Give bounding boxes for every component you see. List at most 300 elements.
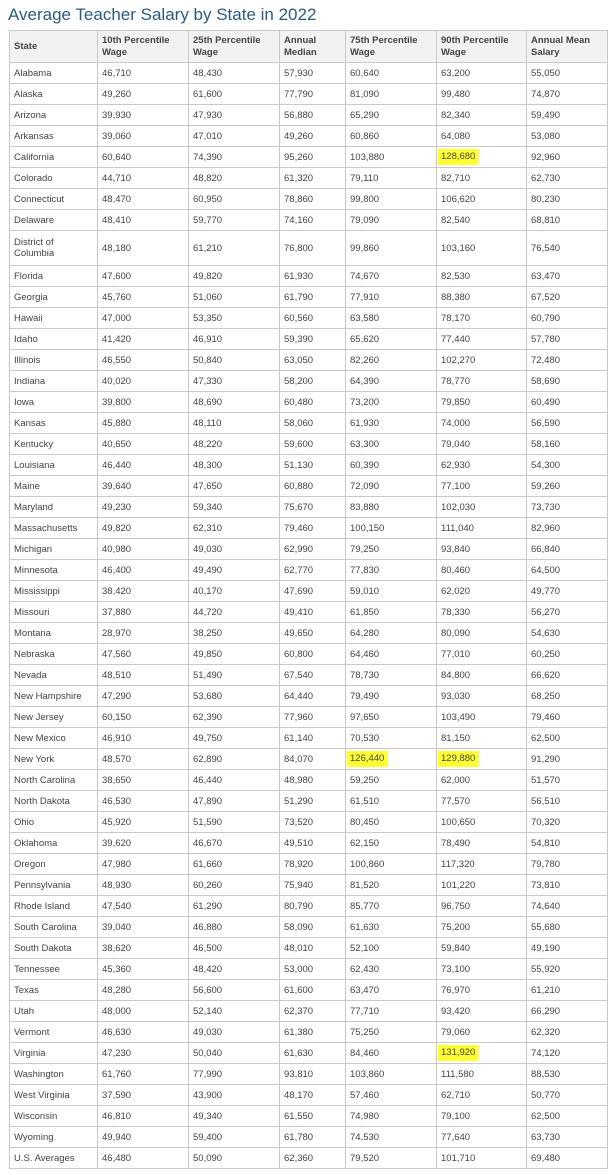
cell-annual-median: 62,360 bbox=[280, 1148, 346, 1169]
cell-90th-percentile: 82,540 bbox=[437, 210, 527, 231]
cell-90th-percentile: 82,530 bbox=[437, 266, 527, 287]
cell-25th-percentile: 50,090 bbox=[189, 1148, 280, 1169]
table-row bbox=[10, 518, 608, 539]
cell-annual-mean: 58,690 bbox=[527, 371, 608, 392]
cell-25th-percentile: 46,910 bbox=[189, 329, 280, 350]
cell-10th-percentile: 45,760 bbox=[98, 287, 189, 308]
table-row bbox=[10, 84, 608, 105]
table-row bbox=[10, 644, 608, 665]
cell-25th-percentile: 40,170 bbox=[189, 581, 280, 602]
table-row bbox=[10, 1085, 608, 1106]
cell-25th-percentile: 53,350 bbox=[189, 308, 280, 329]
cell-75th-percentile: 72,090 bbox=[346, 476, 437, 497]
table-row bbox=[10, 266, 608, 287]
cell-90th-percentile: 84,800 bbox=[437, 665, 527, 686]
cell-90th-percentile: 79,100 bbox=[437, 1106, 527, 1127]
cell-annual-mean: 70,320 bbox=[527, 812, 608, 833]
header-row bbox=[10, 31, 608, 63]
cell-annual-median: 47,690 bbox=[280, 581, 346, 602]
cell-annual-median: 58,090 bbox=[280, 917, 346, 938]
table-row bbox=[10, 231, 608, 266]
cell-10th-percentile: 47,230 bbox=[98, 1043, 189, 1064]
cell-75th-percentile: 77,830 bbox=[346, 560, 437, 581]
cell-75th-percentile: 60,390 bbox=[346, 455, 437, 476]
table-row bbox=[10, 308, 608, 329]
cell-25th-percentile: 43,900 bbox=[189, 1085, 280, 1106]
cell-10th-percentile: 48,470 bbox=[98, 189, 189, 210]
cell-state: Hawaii bbox=[10, 308, 98, 329]
table-row bbox=[10, 1001, 608, 1022]
cell-state: Florida bbox=[10, 266, 98, 287]
cell-10th-percentile: 47,000 bbox=[98, 308, 189, 329]
cell-25th-percentile: 49,030 bbox=[189, 539, 280, 560]
cell-25th-percentile: 59,340 bbox=[189, 497, 280, 518]
table-row bbox=[10, 392, 608, 413]
cell-state: Alabama bbox=[10, 63, 98, 84]
cell-25th-percentile: 48,220 bbox=[189, 434, 280, 455]
cell-25th-percentile: 50,840 bbox=[189, 350, 280, 371]
cell-25th-percentile: 62,390 bbox=[189, 707, 280, 728]
cell-75th-percentile: 64,280 bbox=[346, 623, 437, 644]
cell-25th-percentile: 61,290 bbox=[189, 896, 280, 917]
cell-10th-percentile: 48,510 bbox=[98, 665, 189, 686]
cell-annual-median: 61,930 bbox=[280, 266, 346, 287]
cell-75th-percentile: 103,860 bbox=[346, 1064, 437, 1085]
table-row bbox=[10, 1043, 608, 1064]
cell-10th-percentile: 46,440 bbox=[98, 455, 189, 476]
cell-90th-percentile: 77,570 bbox=[437, 791, 527, 812]
cell-10th-percentile: 46,480 bbox=[98, 1148, 189, 1169]
cell-annual-mean: 49,770 bbox=[527, 581, 608, 602]
cell-annual-median: 61,600 bbox=[280, 980, 346, 1001]
cell-annual-mean: 80,230 bbox=[527, 189, 608, 210]
cell-10th-percentile: 37,590 bbox=[98, 1085, 189, 1106]
cell-75th-percentile: 60,860 bbox=[346, 126, 437, 147]
cell-10th-percentile: 39,060 bbox=[98, 126, 189, 147]
cell-10th-percentile: 49,230 bbox=[98, 497, 189, 518]
cell-state: Iowa bbox=[10, 392, 98, 413]
table-row bbox=[10, 686, 608, 707]
table-header bbox=[10, 31, 608, 63]
cell-annual-mean: 58,160 bbox=[527, 434, 608, 455]
cell-state: Georgia bbox=[10, 287, 98, 308]
cell-90th-percentile: 62,020 bbox=[437, 581, 527, 602]
cell-75th-percentile: 85,770 bbox=[346, 896, 437, 917]
cell-75th-percentile: 77,710 bbox=[346, 1001, 437, 1022]
table-row bbox=[10, 896, 608, 917]
cell-state: Illinois bbox=[10, 350, 98, 371]
cell-state: Oregon bbox=[10, 854, 98, 875]
cell-state: New Hampshire bbox=[10, 686, 98, 707]
cell-90th-percentile: 76,970 bbox=[437, 980, 527, 1001]
salary-table bbox=[9, 30, 608, 1169]
table-row bbox=[10, 434, 608, 455]
cell-10th-percentile: 39,620 bbox=[98, 833, 189, 854]
cell-annual-mean: 55,680 bbox=[527, 917, 608, 938]
cell-90th-percentile: 88,380 bbox=[437, 287, 527, 308]
cell-10th-percentile: 47,600 bbox=[98, 266, 189, 287]
highlighted-value: 129,880 bbox=[438, 751, 479, 767]
cell-annual-median: 62,990 bbox=[280, 539, 346, 560]
cell-25th-percentile: 50,040 bbox=[189, 1043, 280, 1064]
cell-annual-median: 60,880 bbox=[280, 476, 346, 497]
cell-90th-percentile: 100,650 bbox=[437, 812, 527, 833]
cell-25th-percentile: 47,650 bbox=[189, 476, 280, 497]
cell-25th-percentile: 49,750 bbox=[189, 728, 280, 749]
cell-10th-percentile: 38,620 bbox=[98, 938, 189, 959]
cell-state: Arizona bbox=[10, 105, 98, 126]
cell-annual-median: 49,260 bbox=[280, 126, 346, 147]
table-row bbox=[10, 623, 608, 644]
cell-75th-percentile bbox=[346, 749, 437, 770]
cell-25th-percentile: 38,250 bbox=[189, 623, 280, 644]
cell-annual-mean: 79,780 bbox=[527, 854, 608, 875]
cell-75th-percentile: 73,200 bbox=[346, 392, 437, 413]
cell-annual-mean: 61,210 bbox=[527, 980, 608, 1001]
cell-90th-percentile: 78,330 bbox=[437, 602, 527, 623]
cell-90th-percentile: 80,460 bbox=[437, 560, 527, 581]
cell-25th-percentile: 46,670 bbox=[189, 833, 280, 854]
cell-75th-percentile: 81,090 bbox=[346, 84, 437, 105]
cell-annual-median: 53,000 bbox=[280, 959, 346, 980]
cell-10th-percentile: 40,650 bbox=[98, 434, 189, 455]
table-row bbox=[10, 980, 608, 1001]
cell-25th-percentile: 61,210 bbox=[189, 231, 280, 266]
cell-10th-percentile: 47,540 bbox=[98, 896, 189, 917]
cell-state: Colorado bbox=[10, 168, 98, 189]
cell-10th-percentile: 60,150 bbox=[98, 707, 189, 728]
cell-state: Ohio bbox=[10, 812, 98, 833]
cell-90th-percentile: 82,340 bbox=[437, 105, 527, 126]
cell-90th-percentile: 106,620 bbox=[437, 189, 527, 210]
cell-75th-percentile: 79,490 bbox=[346, 686, 437, 707]
cell-annual-mean: 66,620 bbox=[527, 665, 608, 686]
cell-annual-median: 95,260 bbox=[280, 147, 346, 168]
cell-10th-percentile: 28,970 bbox=[98, 623, 189, 644]
cell-90th-percentile: 93,420 bbox=[437, 1001, 527, 1022]
cell-75th-percentile: 100,150 bbox=[346, 518, 437, 539]
cell-75th-percentile: 103,880 bbox=[346, 147, 437, 168]
table-row bbox=[10, 455, 608, 476]
cell-annual-mean: 91,290 bbox=[527, 749, 608, 770]
cell-25th-percentile: 49,820 bbox=[189, 266, 280, 287]
cell-state: Tennessee bbox=[10, 959, 98, 980]
cell-annual-median: 80,790 bbox=[280, 896, 346, 917]
cell-state: Indiana bbox=[10, 371, 98, 392]
table-row bbox=[10, 665, 608, 686]
cell-state: Missouri bbox=[10, 602, 98, 623]
cell-state: Virginia bbox=[10, 1043, 98, 1064]
cell-75th-percentile: 84,460 bbox=[346, 1043, 437, 1064]
table-row bbox=[10, 147, 608, 168]
cell-annual-median: 48,010 bbox=[280, 938, 346, 959]
cell-state: Arkansas bbox=[10, 126, 98, 147]
cell-25th-percentile: 62,890 bbox=[189, 749, 280, 770]
cell-75th-percentile: 79,090 bbox=[346, 210, 437, 231]
cell-25th-percentile: 49,340 bbox=[189, 1106, 280, 1127]
cell-25th-percentile: 48,420 bbox=[189, 959, 280, 980]
cell-annual-median: 61,780 bbox=[280, 1127, 346, 1148]
cell-state: South Dakota bbox=[10, 938, 98, 959]
cell-90th-percentile bbox=[437, 749, 527, 770]
table-row bbox=[10, 560, 608, 581]
cell-90th-percentile: 103,160 bbox=[437, 231, 527, 266]
cell-state: Utah bbox=[10, 1001, 98, 1022]
table-row bbox=[10, 1106, 608, 1127]
cell-90th-percentile: 93,030 bbox=[437, 686, 527, 707]
cell-annual-median: 76,800 bbox=[280, 231, 346, 266]
cell-75th-percentile: 59,250 bbox=[346, 770, 437, 791]
cell-annual-mean: 92,960 bbox=[527, 147, 608, 168]
cell-90th-percentile: 78,170 bbox=[437, 308, 527, 329]
cell-annual-mean: 73,730 bbox=[527, 497, 608, 518]
cell-90th-percentile: 59,840 bbox=[437, 938, 527, 959]
table-row bbox=[10, 497, 608, 518]
cell-annual-mean: 62,320 bbox=[527, 1022, 608, 1043]
table-row bbox=[10, 791, 608, 812]
cell-90th-percentile: 102,030 bbox=[437, 497, 527, 518]
cell-75th-percentile: 65,290 bbox=[346, 105, 437, 126]
cell-annual-median: 48,980 bbox=[280, 770, 346, 791]
column-header-25th-percentile: 25th Percentile Wage bbox=[189, 31, 280, 63]
cell-75th-percentile: 63,300 bbox=[346, 434, 437, 455]
cell-10th-percentile: 46,710 bbox=[98, 63, 189, 84]
cell-90th-percentile: 99,480 bbox=[437, 84, 527, 105]
cell-10th-percentile: 48,930 bbox=[98, 875, 189, 896]
cell-90th-percentile: 80,090 bbox=[437, 623, 527, 644]
cell-annual-mean: 66,840 bbox=[527, 539, 608, 560]
cell-state: North Carolina bbox=[10, 770, 98, 791]
cell-90th-percentile: 79,060 bbox=[437, 1022, 527, 1043]
cell-state: North Dakota bbox=[10, 791, 98, 812]
cell-annual-mean: 59,490 bbox=[527, 105, 608, 126]
cell-state: Nebraska bbox=[10, 644, 98, 665]
cell-state: Maryland bbox=[10, 497, 98, 518]
cell-25th-percentile: 61,660 bbox=[189, 854, 280, 875]
cell-annual-median: 74,160 bbox=[280, 210, 346, 231]
cell-annual-mean: 56,270 bbox=[527, 602, 608, 623]
table-row bbox=[10, 749, 608, 770]
cell-25th-percentile: 61,600 bbox=[189, 84, 280, 105]
cell-25th-percentile: 52,140 bbox=[189, 1001, 280, 1022]
cell-annual-median: 77,960 bbox=[280, 707, 346, 728]
cell-75th-percentile: 83,880 bbox=[346, 497, 437, 518]
cell-annual-median: 63,050 bbox=[280, 350, 346, 371]
cell-annual-mean: 62,500 bbox=[527, 728, 608, 749]
cell-90th-percentile: 64,080 bbox=[437, 126, 527, 147]
table-row bbox=[10, 210, 608, 231]
cell-10th-percentile: 47,290 bbox=[98, 686, 189, 707]
cell-75th-percentile: 78,730 bbox=[346, 665, 437, 686]
cell-state: Louisiana bbox=[10, 455, 98, 476]
cell-25th-percentile: 49,030 bbox=[189, 1022, 280, 1043]
cell-25th-percentile: 77,990 bbox=[189, 1064, 280, 1085]
cell-annual-median: 67,540 bbox=[280, 665, 346, 686]
cell-10th-percentile: 48,280 bbox=[98, 980, 189, 1001]
cell-75th-percentile: 61,850 bbox=[346, 602, 437, 623]
cell-annual-mean: 55,050 bbox=[527, 63, 608, 84]
cell-75th-percentile: 63,470 bbox=[346, 980, 437, 1001]
table-row bbox=[10, 770, 608, 791]
cell-10th-percentile: 49,260 bbox=[98, 84, 189, 105]
cell-annual-median: 79,460 bbox=[280, 518, 346, 539]
cell-90th-percentile: 93,840 bbox=[437, 539, 527, 560]
cell-annual-mean: 76,540 bbox=[527, 231, 608, 266]
table-row bbox=[10, 1064, 608, 1085]
cell-annual-median: 49,410 bbox=[280, 602, 346, 623]
cell-annual-mean: 50,770 bbox=[527, 1085, 608, 1106]
cell-state: New York bbox=[10, 749, 98, 770]
cell-10th-percentile: 37,880 bbox=[98, 602, 189, 623]
cell-90th-percentile: 81,150 bbox=[437, 728, 527, 749]
cell-10th-percentile: 60,640 bbox=[98, 147, 189, 168]
cell-state: Delaware bbox=[10, 210, 98, 231]
cell-annual-median: 78,860 bbox=[280, 189, 346, 210]
cell-annual-mean: 68,250 bbox=[527, 686, 608, 707]
cell-10th-percentile: 46,530 bbox=[98, 791, 189, 812]
cell-75th-percentile: 99,860 bbox=[346, 231, 437, 266]
cell-75th-percentile: 57,460 bbox=[346, 1085, 437, 1106]
table-row bbox=[10, 1022, 608, 1043]
cell-75th-percentile: 64,460 bbox=[346, 644, 437, 665]
cell-10th-percentile: 48,000 bbox=[98, 1001, 189, 1022]
cell-25th-percentile: 46,500 bbox=[189, 938, 280, 959]
cell-annual-mean: 59,260 bbox=[527, 476, 608, 497]
cell-25th-percentile: 49,490 bbox=[189, 560, 280, 581]
cell-annual-mean: 74,870 bbox=[527, 84, 608, 105]
cell-annual-mean: 49,190 bbox=[527, 938, 608, 959]
cell-annual-median: 58,060 bbox=[280, 413, 346, 434]
cell-75th-percentile: 74,530 bbox=[346, 1127, 437, 1148]
table-row bbox=[10, 105, 608, 126]
cell-annual-median: 56,880 bbox=[280, 105, 346, 126]
cell-10th-percentile: 45,880 bbox=[98, 413, 189, 434]
column-header-annual-mean: Annual Mean Salary bbox=[527, 31, 608, 63]
column-header-state: State bbox=[10, 31, 98, 63]
cell-state: Wisconsin bbox=[10, 1106, 98, 1127]
cell-annual-median: 93,810 bbox=[280, 1064, 346, 1085]
cell-annual-median: 49,510 bbox=[280, 833, 346, 854]
cell-10th-percentile: 46,810 bbox=[98, 1106, 189, 1127]
table-row bbox=[10, 168, 608, 189]
cell-annual-mean: 64,500 bbox=[527, 560, 608, 581]
cell-10th-percentile: 49,820 bbox=[98, 518, 189, 539]
cell-annual-mean: 73,810 bbox=[527, 875, 608, 896]
table-row bbox=[10, 833, 608, 854]
cell-state: New Jersey bbox=[10, 707, 98, 728]
cell-annual-mean: 79,460 bbox=[527, 707, 608, 728]
cell-annual-mean: 68,810 bbox=[527, 210, 608, 231]
cell-state: Mississippi bbox=[10, 581, 98, 602]
cell-25th-percentile: 53,680 bbox=[189, 686, 280, 707]
cell-state: Connecticut bbox=[10, 189, 98, 210]
highlighted-value: 126,440 bbox=[347, 751, 388, 767]
table-row bbox=[10, 875, 608, 896]
cell-10th-percentile: 44,710 bbox=[98, 168, 189, 189]
table-row bbox=[10, 189, 608, 210]
cell-90th-percentile: 78,490 bbox=[437, 833, 527, 854]
cell-25th-percentile: 44,720 bbox=[189, 602, 280, 623]
cell-75th-percentile: 65,620 bbox=[346, 329, 437, 350]
table-row bbox=[10, 413, 608, 434]
cell-75th-percentile: 70,530 bbox=[346, 728, 437, 749]
cell-state: Minnesota bbox=[10, 560, 98, 581]
cell-25th-percentile: 46,880 bbox=[189, 917, 280, 938]
table-row bbox=[10, 959, 608, 980]
cell-annual-mean: 51,570 bbox=[527, 770, 608, 791]
cell-state: Kentucky bbox=[10, 434, 98, 455]
cell-10th-percentile: 46,400 bbox=[98, 560, 189, 581]
table-row bbox=[10, 1148, 608, 1169]
cell-annual-median: 62,370 bbox=[280, 1001, 346, 1022]
cell-75th-percentile: 81,520 bbox=[346, 875, 437, 896]
cell-annual-median: 60,800 bbox=[280, 644, 346, 665]
cell-10th-percentile: 38,650 bbox=[98, 770, 189, 791]
cell-25th-percentile: 49,850 bbox=[189, 644, 280, 665]
table-row bbox=[10, 812, 608, 833]
cell-state: Montana bbox=[10, 623, 98, 644]
cell-10th-percentile: 45,920 bbox=[98, 812, 189, 833]
cell-75th-percentile: 63,580 bbox=[346, 308, 437, 329]
highlighted-value: 131,920 bbox=[438, 1045, 479, 1061]
cell-10th-percentile: 39,800 bbox=[98, 392, 189, 413]
cell-10th-percentile: 46,910 bbox=[98, 728, 189, 749]
column-header-75th-percentile: 75th Percentile Wage bbox=[346, 31, 437, 63]
cell-25th-percentile: 51,490 bbox=[189, 665, 280, 686]
cell-10th-percentile: 40,020 bbox=[98, 371, 189, 392]
table-row bbox=[10, 854, 608, 875]
cell-75th-percentile: 61,630 bbox=[346, 917, 437, 938]
cell-25th-percentile: 59,400 bbox=[189, 1127, 280, 1148]
cell-annual-median: 49,650 bbox=[280, 623, 346, 644]
cell-90th-percentile: 78,770 bbox=[437, 371, 527, 392]
cell-25th-percentile: 51,060 bbox=[189, 287, 280, 308]
cell-10th-percentile: 61,760 bbox=[98, 1064, 189, 1085]
cell-75th-percentile: 74,980 bbox=[346, 1106, 437, 1127]
cell-state: Wyoming bbox=[10, 1127, 98, 1148]
table-row bbox=[10, 371, 608, 392]
cell-25th-percentile: 62,310 bbox=[189, 518, 280, 539]
cell-state: Oklahoma bbox=[10, 833, 98, 854]
cell-annual-median: 57,930 bbox=[280, 63, 346, 84]
cell-90th-percentile: 117,320 bbox=[437, 854, 527, 875]
cell-75th-percentile: 62,150 bbox=[346, 833, 437, 854]
cell-annual-mean: 66,290 bbox=[527, 1001, 608, 1022]
table-row bbox=[10, 63, 608, 84]
cell-75th-percentile: 77,910 bbox=[346, 287, 437, 308]
cell-90th-percentile: 74,000 bbox=[437, 413, 527, 434]
cell-25th-percentile: 48,110 bbox=[189, 413, 280, 434]
cell-75th-percentile: 79,520 bbox=[346, 1148, 437, 1169]
cell-annual-mean: 57,780 bbox=[527, 329, 608, 350]
cell-annual-mean: 60,490 bbox=[527, 392, 608, 413]
cell-annual-median: 60,480 bbox=[280, 392, 346, 413]
cell-annual-mean: 60,790 bbox=[527, 308, 608, 329]
cell-annual-mean: 74,120 bbox=[527, 1043, 608, 1064]
cell-75th-percentile: 52,100 bbox=[346, 938, 437, 959]
cell-annual-median: 51,130 bbox=[280, 455, 346, 476]
cell-annual-mean: 56,590 bbox=[527, 413, 608, 434]
cell-90th-percentile bbox=[437, 147, 527, 168]
cell-90th-percentile: 96,750 bbox=[437, 896, 527, 917]
cell-90th-percentile: 102,270 bbox=[437, 350, 527, 371]
column-header-90th-percentile: 90th Percentile Wage bbox=[437, 31, 527, 63]
cell-annual-mean: 56,510 bbox=[527, 791, 608, 812]
cell-75th-percentile: 62,430 bbox=[346, 959, 437, 980]
table-row bbox=[10, 938, 608, 959]
table-row bbox=[10, 329, 608, 350]
cell-10th-percentile: 39,930 bbox=[98, 105, 189, 126]
